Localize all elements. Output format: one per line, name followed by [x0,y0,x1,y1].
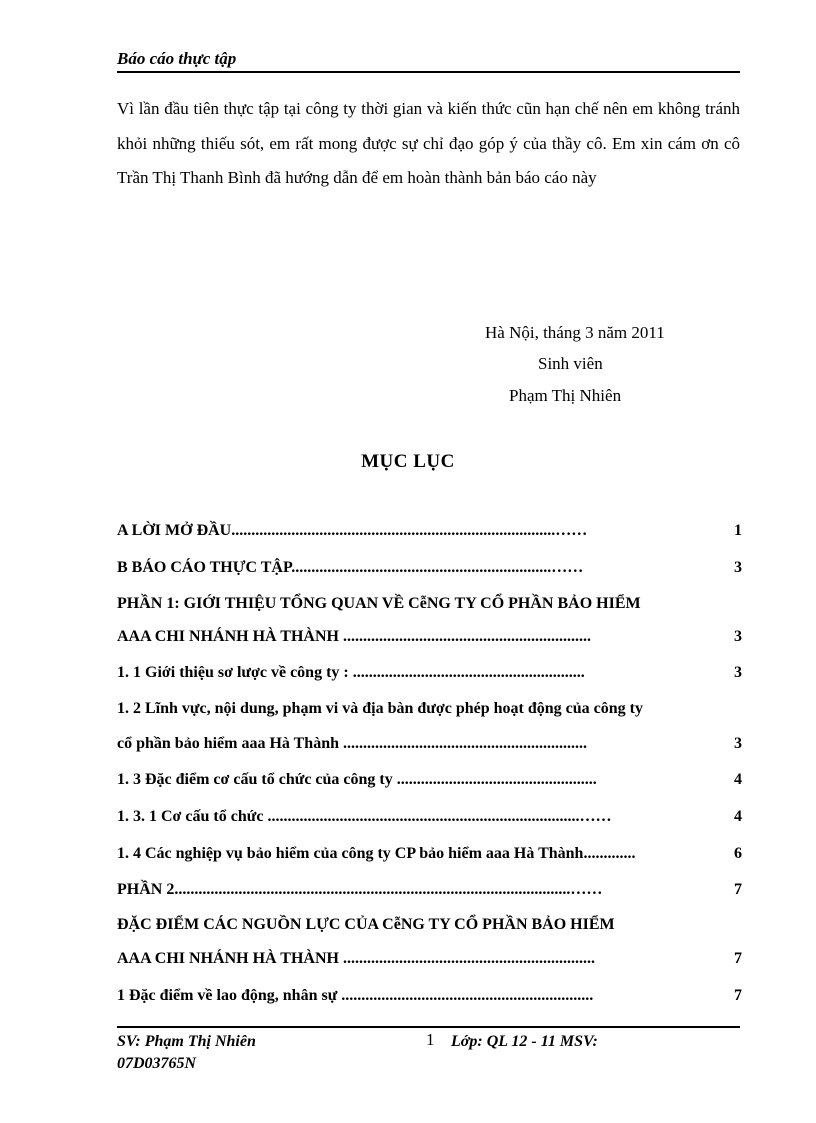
toc-entry-page: 3 [734,559,742,576]
toc-entry-page: 3 [734,664,742,681]
toc-entry-heading[interactable]: PHẦN 1: GIỚI THIỆU TỔNG QUAN VỀ CễNG TY CỔ PHẦN BẢO HIỂM [117,595,641,612]
toc-entry-text: AAA CHI NHÁNH HÀ THÀNH .............................................................. [117,628,591,645]
toc-entry-text: 1. 3 Đặc điểm cơ cấu tổ chức của công ty .................................................. [117,771,597,788]
toc-entry-page: 4 [734,771,742,788]
toc-entry-text: B BÁO CÁO THỰC TẬP.................................................................…… [117,559,584,576]
toc-entry[interactable] [117,983,742,1009]
toc-entry[interactable] [117,767,742,793]
toc-entry-text: cổ phần bảo hiểm aaa Hà Thành ............................................................. [117,735,587,752]
toc-entry[interactable] [117,518,742,544]
toc-entry[interactable] [117,841,742,867]
footer-class-info: Lớp: QL 12 - 11 MSV: [451,1033,598,1050]
running-header: Báo cáo thực tập [117,48,740,73]
signature-date: Hà Nội, tháng 3 năm 2011 [485,323,665,342]
footer-page-number: 1 [426,1030,435,1049]
toc-entry-text: A LỜI MỞ ĐẦU.................................................................................…… [117,522,588,539]
toc-entry[interactable] [117,877,742,903]
toc-entry-text: 1. 1 Giới thiệu sơ lược về công ty : .......................................................... [117,664,585,681]
intro-paragraph: Vì lần đầu tiên thực tập tại công ty thời gian và kiến thức cũn hạn chế nên em không tránh khỏi những thiếu sót, em rất mong được sự chỉ đạo góp ý của thầy cô. Em xin cám ơn cô Trần Thị Thanh Bình đã hướng dẫn để em hoàn thành bản báo cáo này [117,99,740,187]
toc-entry-page: 3 [734,735,742,752]
toc-entry-page: 7 [734,987,742,1004]
toc-title: MỤC LỤC [361,451,455,472]
toc-entry-heading[interactable]: 1. 2 Lĩnh vực, nội dung, phạm vi và địa bàn được phép hoạt động của công ty [117,700,643,717]
toc-entry[interactable] [117,946,742,972]
toc-entry-text: 1. 3. 1 Cơ cấu tổ chức ..............................................................................…… [117,808,612,825]
toc-entry-page: 3 [734,628,742,645]
toc-entry-heading[interactable]: ĐẶC ĐIỂM CÁC NGUỒN LỰC CỦA CễNG TY CỔ PHẦN BẢO HIỂM [117,916,615,933]
toc-entry-page: 7 [734,881,742,898]
toc-entry-text: 1. 4 Các nghiệp vụ bảo hiểm của công ty CP bảo hiểm aaa Hà Thành............. [117,845,636,862]
footer-student-id: 07D03765N [117,1055,197,1072]
toc-entry[interactable] [117,624,742,650]
toc-entry-page: 4 [734,808,742,825]
toc-entry-text: AAA CHI NHÁNH HÀ THÀNH ............................................................... [117,950,595,967]
footer-divider [117,1026,740,1028]
toc-entry-page: 1 [734,522,742,539]
toc-entry-text: 1 Đặc điểm về lao động, nhân sự ............................................................... [117,987,594,1004]
toc-entry-page: 6 [734,845,742,862]
toc-entry[interactable] [117,555,742,581]
toc-entry[interactable] [117,660,742,686]
signature-name: Phạm Thị Nhiên [509,386,622,405]
toc-entry-page: 7 [734,950,742,967]
toc-entry-text: PHẦN 2...................................................................................................…… [117,881,603,898]
signature-role: Sinh viên [538,354,603,373]
footer-student: SV: Phạm Thị Nhiên [117,1033,256,1050]
toc-entry[interactable] [117,804,742,830]
toc-entry[interactable] [117,731,742,757]
